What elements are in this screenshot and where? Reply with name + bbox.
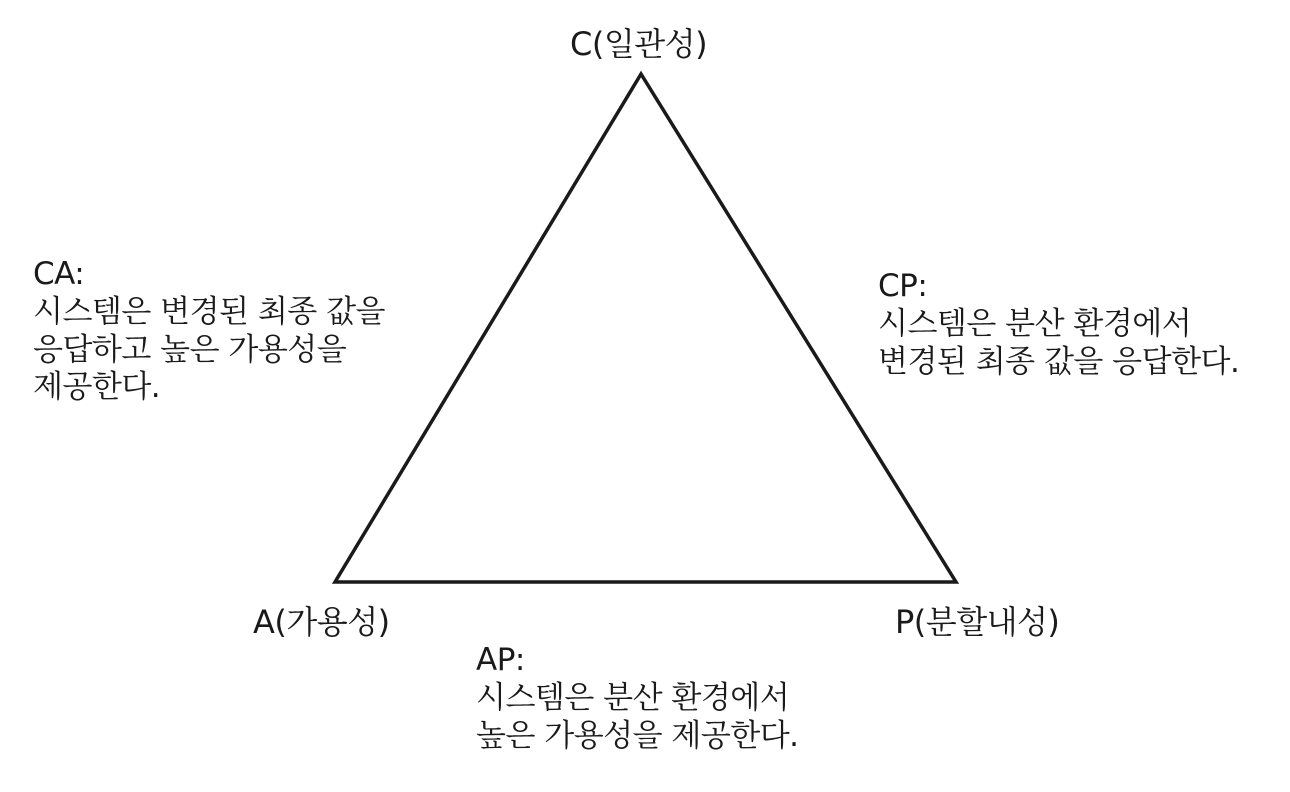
note-cp-title: CP: [878,268,928,304]
note-ca-line: 응답하고 높은 가용성을 [33,331,347,368]
note-ap-line: 높은 가용성을 제공한다. [476,717,799,754]
note-cp-line: 변경된 최종 값을 응답한다. [878,343,1240,380]
vertex-label-availability: A(가용성) [253,603,390,641]
note-cp-line: 시스템은 분산 환경에서 [878,305,1192,342]
vertex-label-partition-tolerance: P(분할내성) [895,603,1060,641]
note-ap [476,642,799,755]
note-ca-line: 제공한다. [33,369,161,406]
note-ap-line: 시스템은 분산 환경에서 [476,679,790,716]
note-ap-title: AP: [476,642,525,678]
cap-triangle [335,74,956,582]
note-ca-line: 시스템은 변경된 최종 값을 [33,293,385,330]
note-cp [878,268,1239,381]
note-ca [33,256,385,407]
note-ca-title: CA: [33,256,85,292]
vertex-label-consistency: C(일관성) [570,25,708,63]
